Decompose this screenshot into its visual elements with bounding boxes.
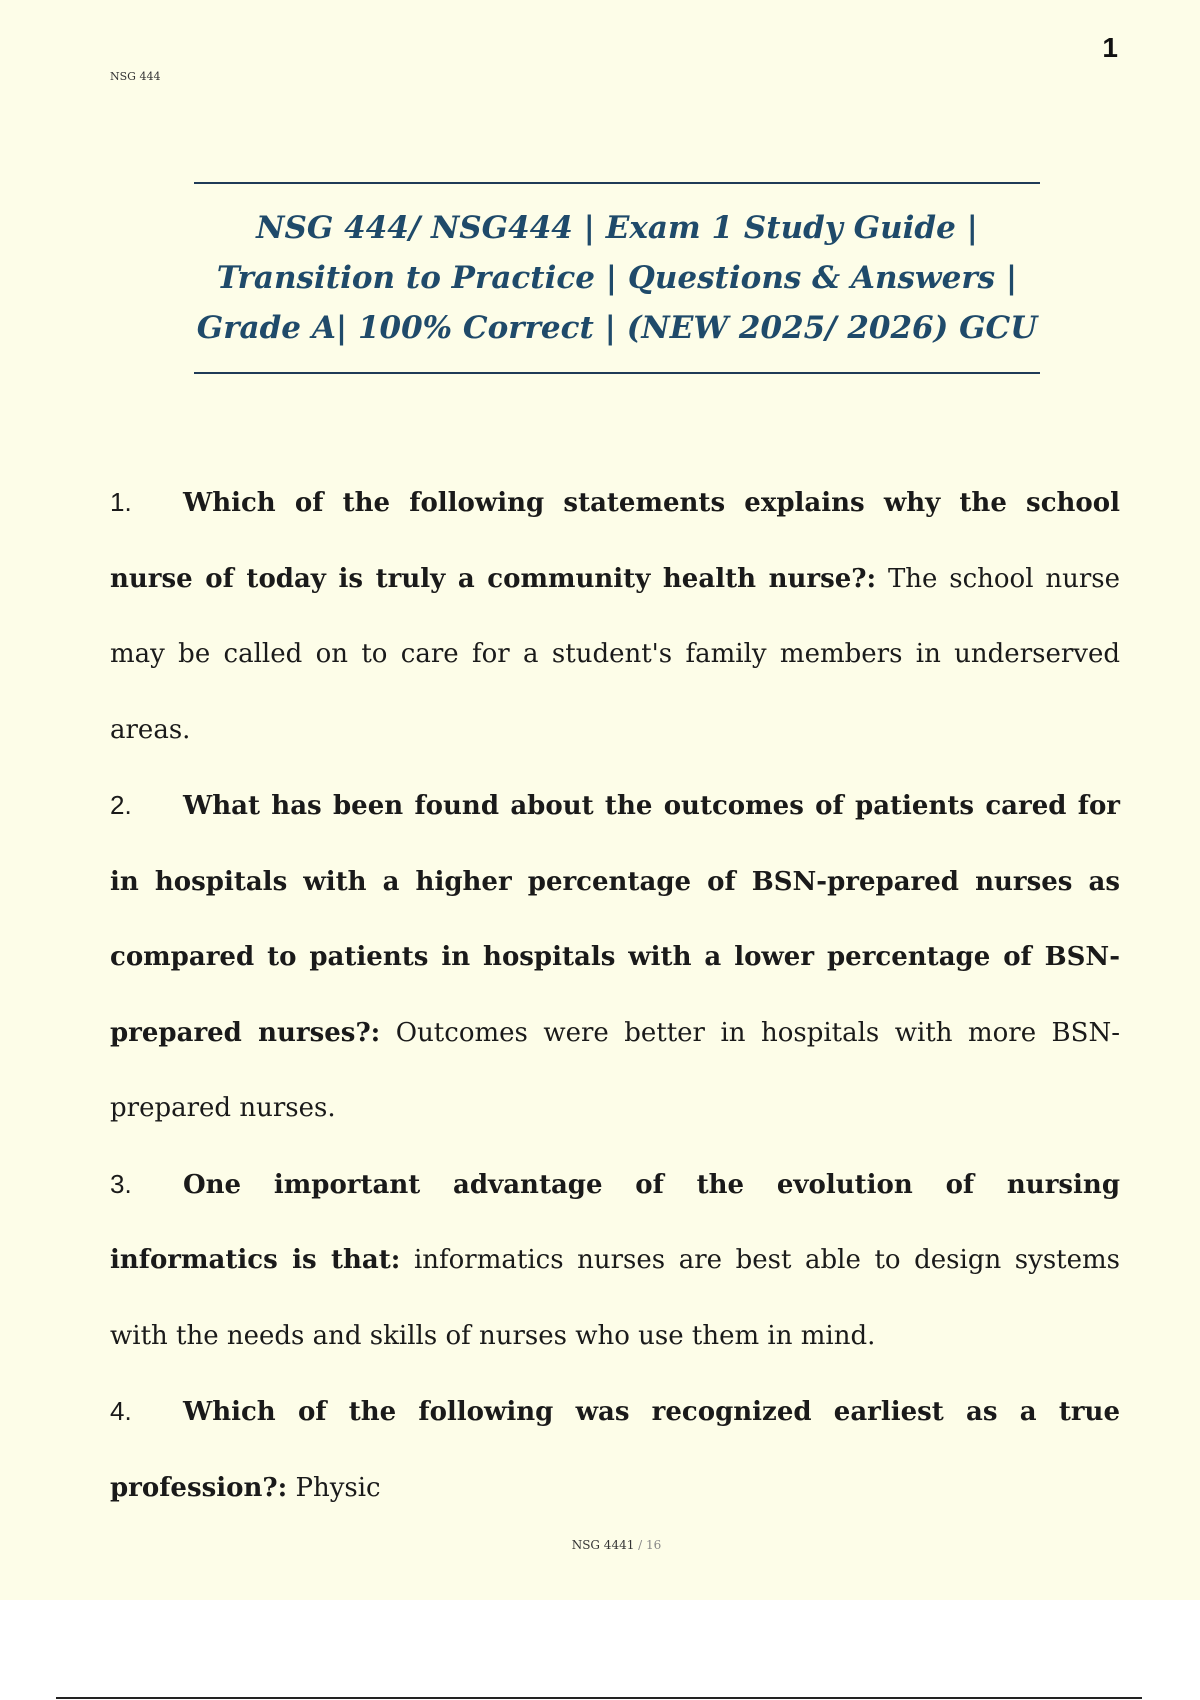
header-label: NSG 444 xyxy=(110,70,161,83)
question-text: One important advantage of the evolution of nursing informatics is that: xyxy=(110,1169,1120,1275)
bottom-divider xyxy=(56,1697,1142,1699)
answer-text: The school nurse may be called on to care for a student's family members in underserved areas. xyxy=(110,563,1120,745)
question-text: Which of the following was recognized earliest as a true profession?: xyxy=(110,1397,1120,1503)
question-number: 1. xyxy=(110,487,132,517)
document-title: NSG 444/ NSG444 | Exam 1 Study Guide | Transition to Practice | Questions & Answers | Grade A| 100% Correct | (NEW 2025/ 2026) GCU xyxy=(196,210,1038,346)
question-number: 4. xyxy=(110,1396,132,1426)
question-item-1 xyxy=(110,465,1120,768)
answer-text: Outcomes were better in hospitals with more BSN-prepared nurses. xyxy=(110,1017,1121,1123)
question-item-2 xyxy=(110,768,1120,1147)
question-number: 3. xyxy=(110,1168,132,1199)
question-list xyxy=(110,465,1120,1526)
footer-course-page: NSG 4441 xyxy=(571,1538,635,1552)
question-text: Which of the following statements explains why the school nurse of today is truly a community health nurse?: xyxy=(110,488,1120,594)
title-block xyxy=(194,182,1040,374)
page-number: 1 xyxy=(1102,32,1118,63)
question-number: 2. xyxy=(110,790,132,820)
question-item-3 xyxy=(110,1147,1120,1375)
question-item-4 xyxy=(110,1374,1120,1526)
question-text: What has been found about the outcomes of patients cared for in hospitals with a higher percentage of BSN-prepared nurses as compared to patients in hospitals with a lower percentage of BSN-prepared nurses?: xyxy=(110,791,1120,1048)
footer-page-total: / 16 xyxy=(634,1538,662,1552)
answer-text: Physic xyxy=(295,1472,381,1503)
answer-text: informatics nurses are best able to design systems with the needs and skills of nurses who use them in mind. xyxy=(110,1245,1121,1351)
footer-label xyxy=(0,1538,1200,1552)
